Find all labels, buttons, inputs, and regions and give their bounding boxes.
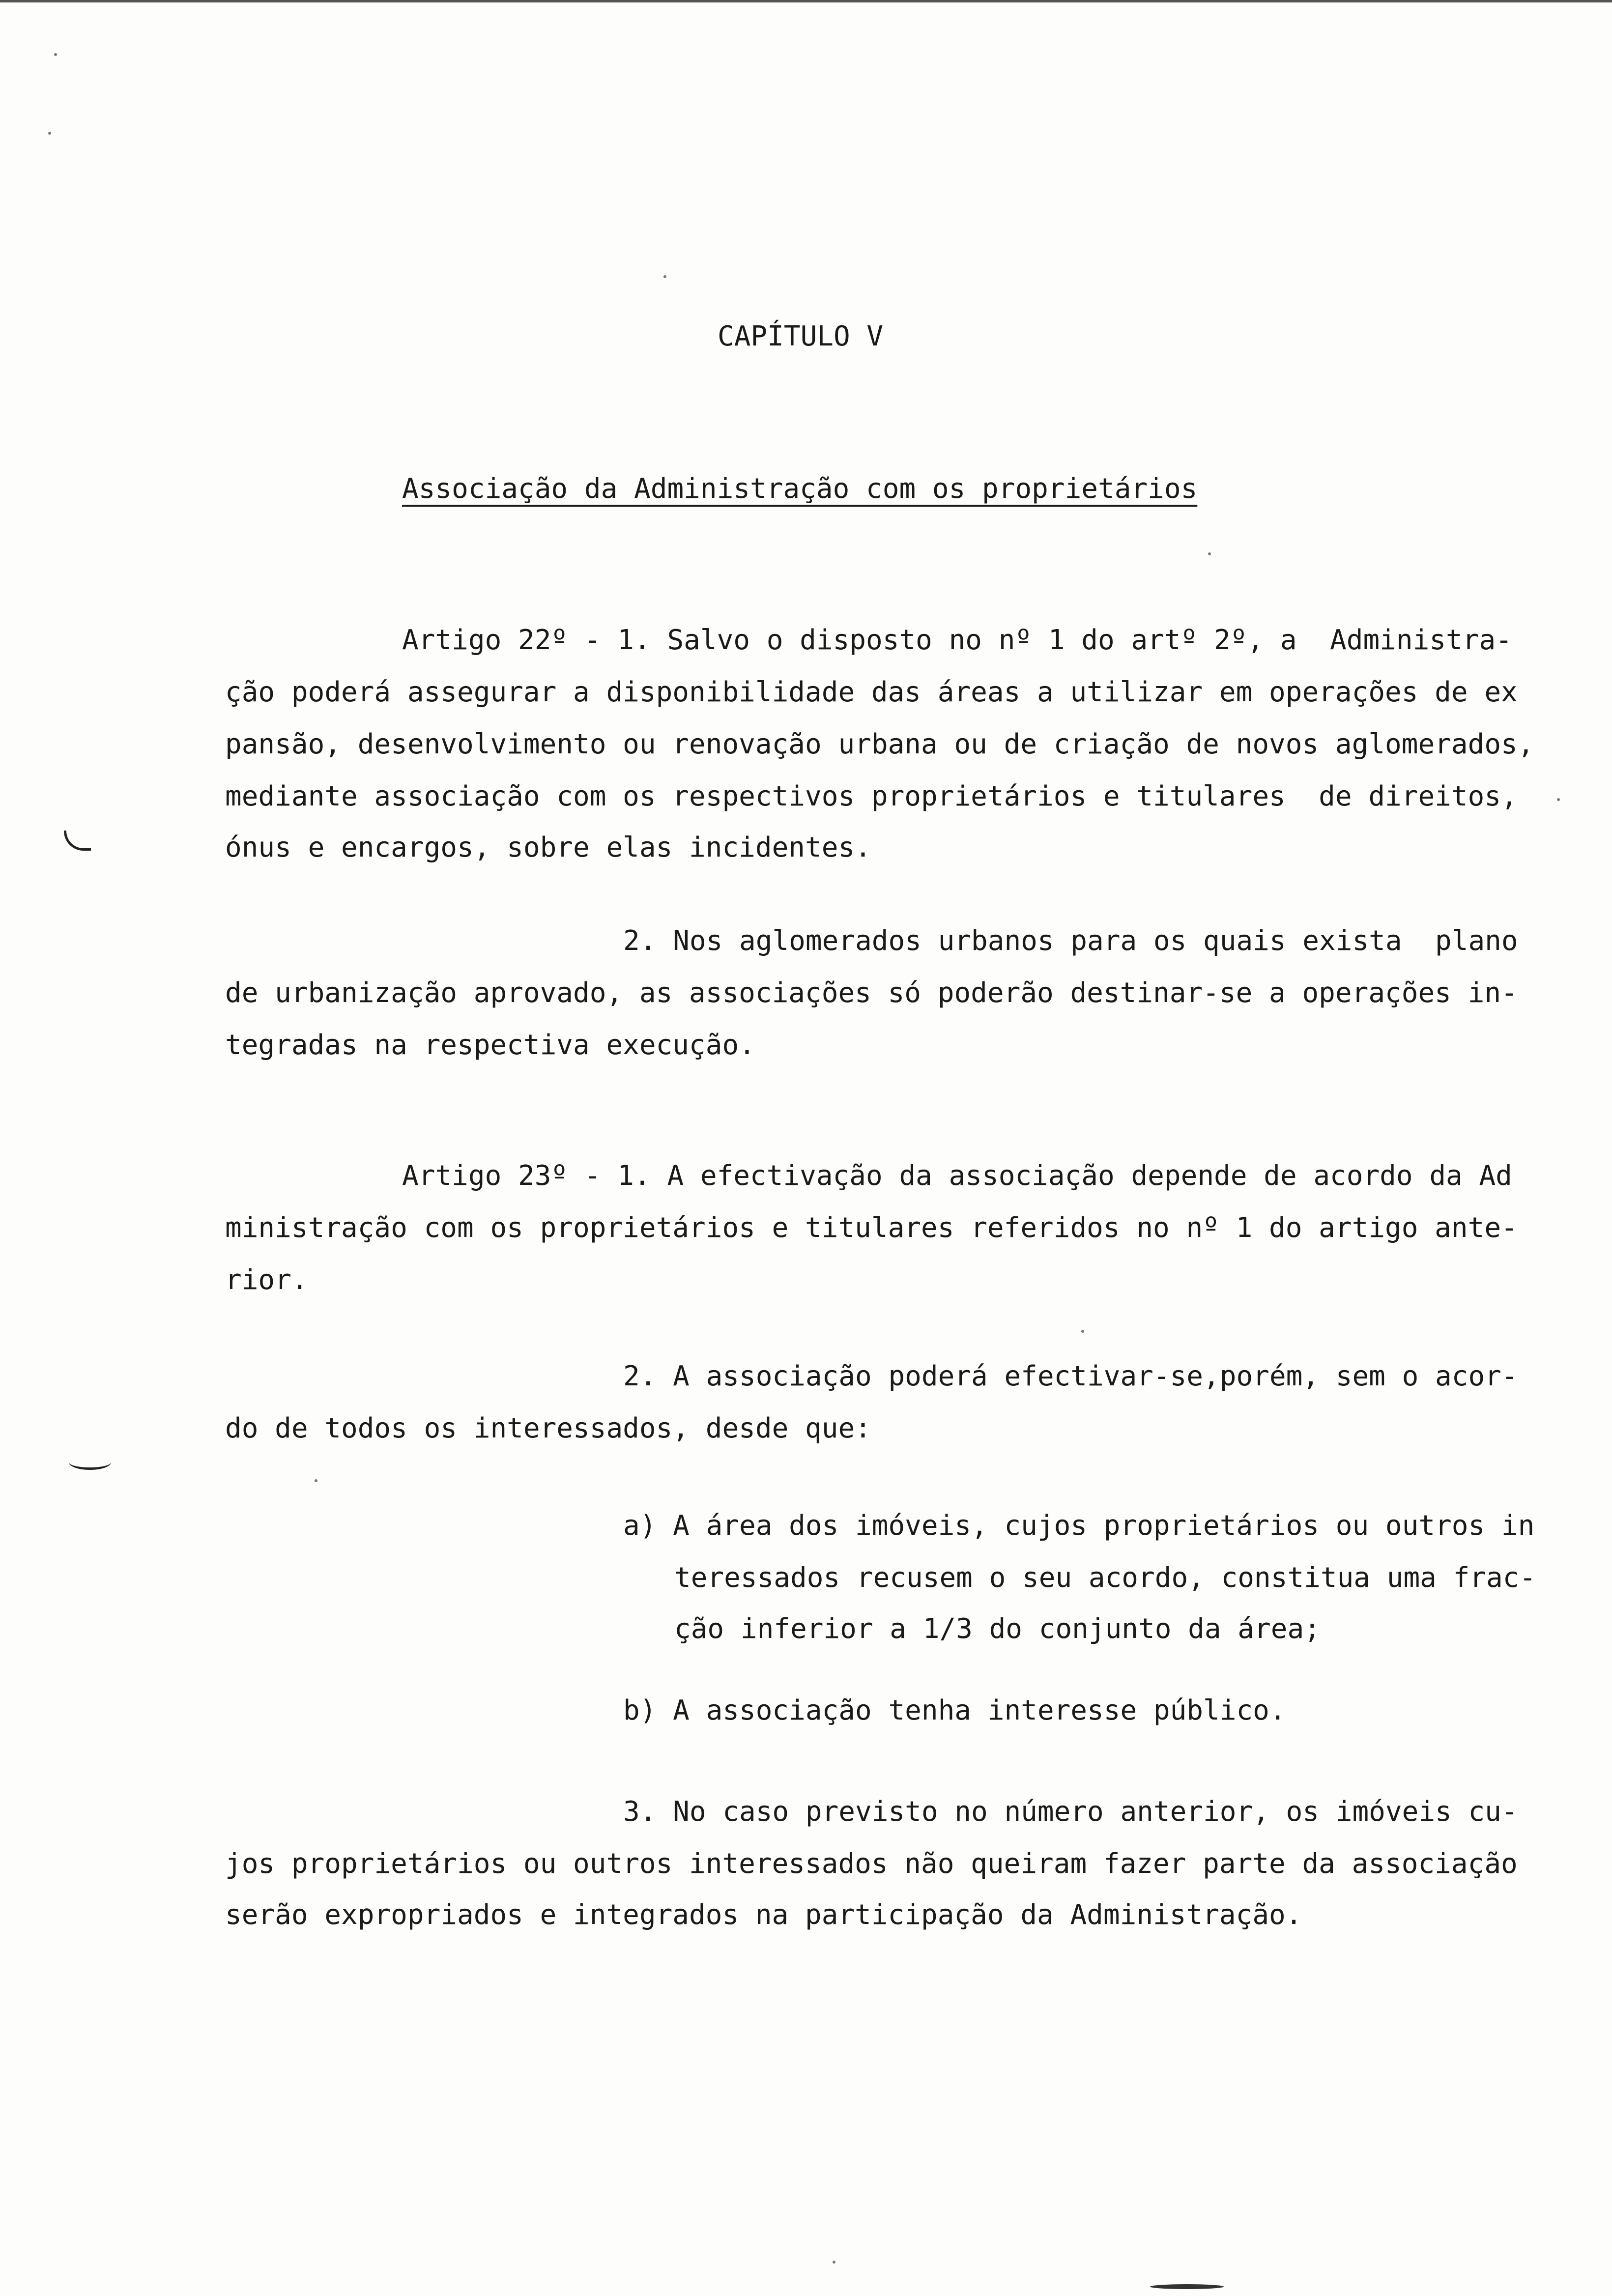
item-a-line-2: teressados recusem o seu acordo, constitua uma frac- (674, 1562, 1536, 1594)
art22-2-line-2: de urbanização aprovado, as associações só poderão destinar-se a operações in- (225, 977, 1518, 1009)
art23-2-line-1: 2. A associação poderá efectivar-se,porém, sem o acor- (623, 1360, 1518, 1392)
item-a-line-3: ção inferior a 1/3 do conjunto da área; (674, 1613, 1321, 1645)
art23-3-line-3: serão expropriados e integrados na participação da Administração. (225, 1899, 1302, 1931)
art22-2-line-1: 2. Nos aglomerados urbanos para os quais exista plano (623, 925, 1518, 957)
section-heading: Associação da Administração com os proprietários (402, 473, 1198, 505)
scan-speck (54, 53, 57, 56)
scan-speck (1208, 552, 1211, 555)
art22-line-2: ção poderá assegurar a disponibilidade das áreas a utilizar em operações de ex (225, 676, 1518, 708)
scan-mark-left-1 (64, 831, 91, 851)
scan-speck (1081, 1330, 1084, 1333)
art23-2-line-2: do de todos os interessados, desde que: (225, 1412, 871, 1444)
scan-smudge-bottom (1150, 2284, 1224, 2289)
art23-line-2: ministração com os proprietários e titulares referidos no nº 1 do artigo ante- (225, 1212, 1518, 1244)
art22-line-4: mediante associação com os respectivos proprietários e titulares de direitos, (225, 780, 1518, 812)
art22-line-1: Artigo 22º - 1. Salvo o disposto no nº 1 do artº 2º, a Administra- (402, 624, 1512, 656)
scan-speck (315, 1479, 317, 1482)
scan-speck (48, 132, 51, 135)
art23-3-line-1: 3. No caso previsto no número anterior, os imóveis cu- (623, 1796, 1518, 1828)
top-edge-rule (0, 0, 1612, 2)
art23-line-1: Artigo 23º - 1. A efectivação da associação depende de acordo da Ad (402, 1160, 1512, 1192)
item-a-line-1: a) A área dos imóveis, cujos proprietários ou outros in (623, 1510, 1535, 1542)
scan-mark-left-2 (69, 1455, 111, 1470)
item-b-line-1: b) A associação tenha interesse público. (623, 1694, 1286, 1726)
art22-line-5: ónus e encargos, sobre elas incidentes. (225, 832, 871, 863)
art23-3-line-2: jos proprietários ou outros interessados não queiram fazer parte da associação (225, 1848, 1518, 1880)
scan-speck (663, 275, 666, 278)
chapter-title: CAPÍTULO V (718, 320, 884, 352)
scan-speck (833, 2261, 835, 2264)
scan-speck (1557, 798, 1560, 801)
art22-2-line-3: tegradas na respectiva execução. (225, 1029, 755, 1061)
art23-line-3: rior. (225, 1264, 308, 1296)
art22-line-3: pansão, desenvolvimento ou renovação urbana ou de criação de novos aglomerados, (225, 728, 1534, 760)
